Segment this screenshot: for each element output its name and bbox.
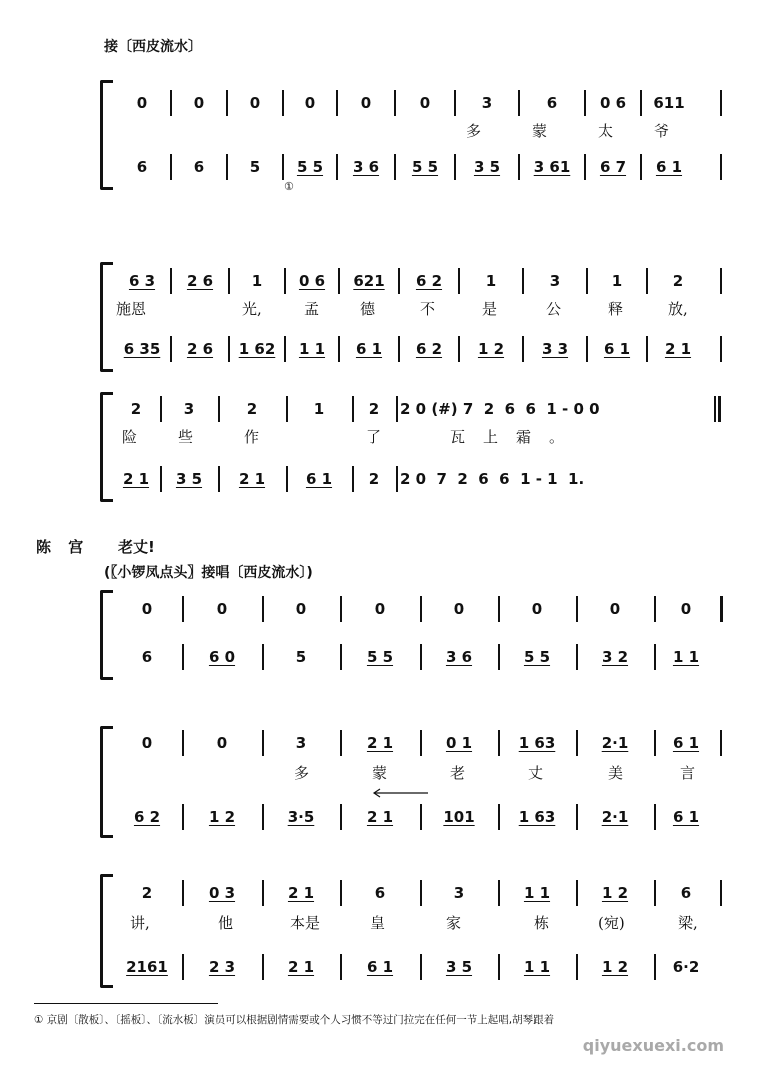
note-cell: 3 6 [352,158,380,176]
system-brace [100,392,113,502]
lyric: 老 [450,764,466,782]
note-cell: 2161 [126,958,168,976]
note-cell: 101 [443,808,475,826]
speaker-line: 老丈! [118,538,155,556]
speaker-role: 陈 宫 [36,538,90,556]
lyric: 爷 [654,122,670,140]
note-cell: 1 63 [518,808,556,826]
note-cell: 1 2 [601,884,629,902]
note-cell: 3·5 [287,808,315,826]
upper-staff [114,594,724,624]
note-cell: 6 [141,648,153,666]
score-system-3 [100,392,724,500]
lyrics-row [114,758,724,788]
note-cell: 0 [216,600,228,618]
note-cell: 1 2 [477,340,505,358]
note-cell: 3 [295,734,307,752]
lyric: 皇 [370,914,386,932]
note-cell: 1 1 [523,958,551,976]
system-brace [100,874,113,988]
note-cell: 0 6 [298,272,326,290]
system-brace [100,262,113,372]
note-cell: 6 1 [672,808,700,826]
note-cell: 2 1 [238,470,266,488]
note-cell: 1 63 [518,734,556,752]
note-cell: 1 1 [298,340,326,358]
lyric: 公 [546,300,562,318]
note-cell: 5 5 [366,648,394,666]
upper-staff [114,88,724,118]
note-cell: 3 [183,400,195,418]
note-cell: 6 2 [415,272,443,290]
footnote: ① 京剧〔散板〕、〔摇板〕、〔流水板〕演员可以根据剧情需要或个人习惯不等过门拉完在任何一节上起唱,胡琴跟着 [34,1014,555,1026]
lyric: 作 [244,428,260,446]
lyrics-row [114,116,724,146]
lyric: 家 [446,914,462,932]
section-header: 接〔西皮流水〕 [104,39,202,55]
score-system-2 [100,262,724,370]
note-cell: 2 [368,400,380,418]
note-cell: 611 [653,94,685,112]
lower-staff [114,464,724,494]
note-cell: 1 1 [672,648,700,666]
note-cell: 1 [313,400,325,418]
note-cell: 0 [609,600,621,618]
note-cell: 0 [295,600,307,618]
note-cell: 5 5 [523,648,551,666]
note-cell: 2 0 (#) 7 2 6 6 1 - 0 0 [400,400,600,418]
lyric: 他 [218,914,234,932]
note-cell: 6 [193,158,205,176]
lyric: 本是 [290,914,321,932]
lyric: 险 [122,428,138,446]
note-cell: 3 [481,94,493,112]
note-cell: 3 6 [445,648,473,666]
note-cell: 6 [680,884,692,902]
watermark: qiyuexuexi.com [582,1036,724,1055]
note-cell: 1 [611,272,623,290]
lyric: 美 [608,764,624,782]
lyric: 光, [242,300,262,318]
note-cell: 1 1 [523,884,551,902]
note-cell: 6 1 [603,340,631,358]
note-cell: 2 [368,470,380,488]
lyric: 太 [598,122,614,140]
note-cell: 6 2 [133,808,161,826]
note-cell: 2 6 [186,272,214,290]
lower-staff [114,642,724,672]
note-cell: 2 0 7 2 6 6 1 - 1 1. [400,470,585,488]
lyric: 释 [608,300,624,318]
note-cell: 0 [141,600,153,618]
lyric: 多 [294,764,310,782]
arrow-left-icon [370,788,430,798]
note-cell: 2·1 [601,734,629,752]
note-cell: 2 1 [122,470,150,488]
note-cell: 1 [485,272,497,290]
note-cell: 0 [141,734,153,752]
score-system-5 [100,726,724,836]
note-cell: 2 1 [366,734,394,752]
lyric: 蒙 [372,764,388,782]
score-system-1 [100,80,724,193]
note-cell: 5 [249,158,261,176]
note-cell: 6 [546,94,558,112]
note-cell: 1 2 [208,808,236,826]
note-cell: 6 3 [128,272,156,290]
lyric: 栋 [534,914,550,932]
note-cell: 0 [304,94,316,112]
note-cell: 3 2 [601,648,629,666]
note-cell: 0 [249,94,261,112]
footnote-marker: ① [284,180,294,193]
note-cell: 6 [374,884,386,902]
lower-staff [114,952,724,982]
lyric: 放, [668,300,688,318]
note-cell: 3 5 [473,158,501,176]
note-cell: 5 5 [411,158,439,176]
upper-staff [114,394,724,424]
note-cell: 0 [374,600,386,618]
note-cell: 0 [419,94,431,112]
lyric: 蒙 [532,122,548,140]
note-cell: 2 [672,272,684,290]
lyric: 梁, [678,914,698,932]
score-system-4 [100,590,724,676]
note-cell: 1 [251,272,263,290]
note-cell: 5 [295,648,307,666]
note-cell: 0 6 [599,94,627,112]
note-cell: 6 [136,158,148,176]
lyric: 些 [178,428,194,446]
lyric: 德 [360,300,376,318]
lyrics-row [114,294,724,324]
note-cell: 6 2 [415,340,443,358]
lyric: 了 [366,428,382,446]
note-cell: 0 [360,94,372,112]
note-cell: 6·2 [672,958,700,976]
note-cell: 621 [353,272,385,290]
note-cell: 2 3 [208,958,236,976]
note-cell: 6 1 [305,470,333,488]
note-cell: 3 3 [541,340,569,358]
note-cell: 6 1 [672,734,700,752]
note-cell: 2 1 [287,958,315,976]
lyrics-row [114,908,724,938]
lyric: 多 [466,122,482,140]
note-cell: 0 [453,600,465,618]
note-cell: 0 1 [445,734,473,752]
note-cell: 1 62 [238,340,276,358]
note-cell: 0 [136,94,148,112]
upper-staff [114,266,724,296]
note-cell: 3 [453,884,465,902]
lower-staff [114,152,724,182]
lyric: 是 [482,300,498,318]
note-cell: 0 [680,600,692,618]
note-cell: 6 1 [655,158,683,176]
note-cell: 6 7 [599,158,627,176]
note-cell: 3 5 [175,470,203,488]
system-brace [100,726,113,838]
note-cell: 2 1 [664,340,692,358]
lyric: 不 [420,300,436,318]
score-system-6 [100,874,724,986]
note-cell: 3 [549,272,561,290]
lyric: 丈 [528,764,544,782]
note-cell: 2·1 [601,808,629,826]
note-cell: 5 5 [296,158,324,176]
upper-staff [114,878,724,908]
lower-staff [114,802,724,832]
lower-staff [114,334,724,364]
system-brace [100,590,113,680]
note-cell: 2 [246,400,258,418]
system-brace [100,80,113,190]
lyric: 言 [680,764,696,782]
lyrics-row [114,422,724,452]
lyric: 瓦上霜。 [450,428,583,446]
note-cell: 3 61 [533,158,571,176]
footnote-rule [34,1003,218,1004]
note-cell: 6 1 [355,340,383,358]
note-cell: 6 35 [123,340,161,358]
cue-header: (〖小锣凤点头〗接唱〔西皮流水〕) [104,565,313,581]
note-cell: 0 [193,94,205,112]
note-cell: 6 1 [366,958,394,976]
note-cell: 2 1 [366,808,394,826]
lyric: 讲, [130,914,150,932]
note-cell: 2 1 [287,884,315,902]
note-cell: 1 2 [601,958,629,976]
note-cell: 6 0 [208,648,236,666]
note-cell: 3 5 [445,958,473,976]
note-cell: 2 6 [186,340,214,358]
lyric: 施恩 [116,300,147,318]
note-cell: 0 [531,600,543,618]
lyric: (宛) [598,914,625,932]
note-cell: 0 [216,734,228,752]
upper-staff [114,728,724,758]
lyric: 孟 [304,300,320,318]
note-cell: 2 [141,884,153,902]
note-cell: 0 3 [208,884,236,902]
note-cell: 2 [130,400,142,418]
